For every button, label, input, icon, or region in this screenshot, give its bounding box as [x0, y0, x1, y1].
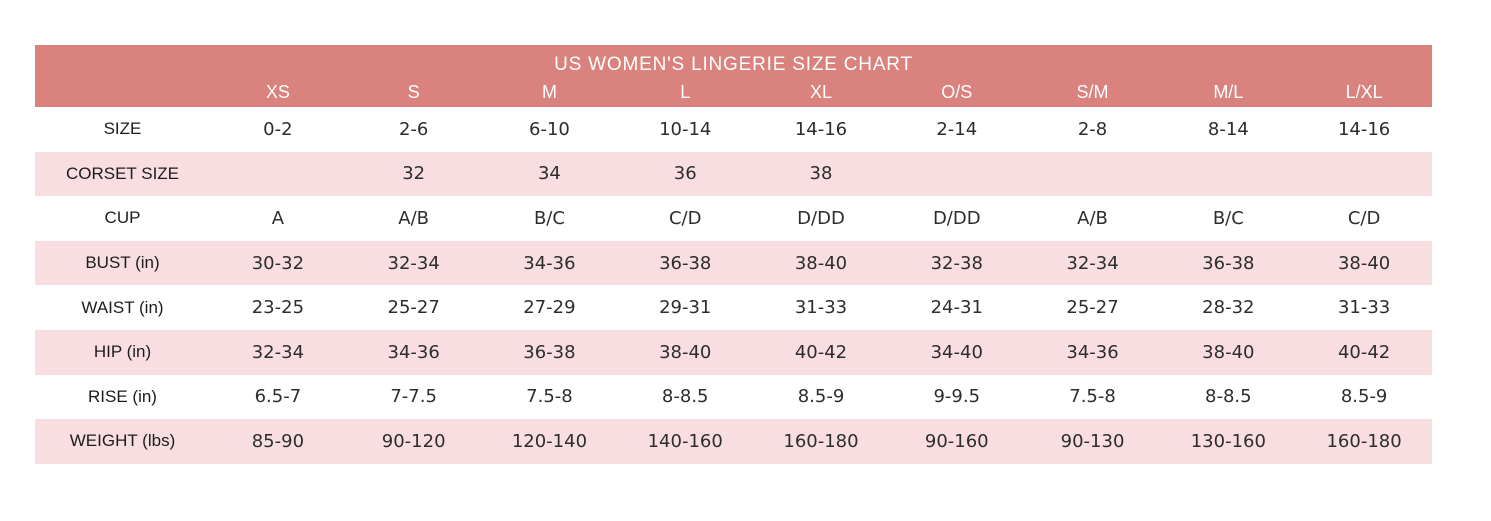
table-row	[35, 375, 1432, 420]
cell: B/C	[1212, 207, 1244, 229]
cell: 38-40	[794, 252, 848, 274]
table-row	[35, 241, 1432, 286]
chart-header-band	[35, 45, 1432, 107]
cell: 8.5-9	[797, 386, 845, 408]
cell: 31-33	[1337, 297, 1391, 319]
cell: 160-180	[783, 430, 859, 452]
column-header: L/XL	[1345, 81, 1383, 102]
cell: C/D	[1347, 207, 1381, 229]
cell: 28-32	[1202, 297, 1255, 319]
cell: 36-38	[659, 252, 712, 274]
cell: 90-130	[1060, 430, 1125, 452]
cell: 90-120	[381, 430, 446, 452]
cell: 38-40	[659, 341, 712, 363]
row-label: CORSET SIZE	[65, 163, 180, 183]
row-label: WEIGHT (lbs)	[69, 431, 176, 451]
cell: 2-6	[398, 118, 429, 140]
cell: 34-36	[1066, 341, 1119, 363]
cell: 40-42	[794, 341, 848, 363]
cell: 120-140	[511, 430, 588, 452]
cell: 23-25	[251, 297, 305, 319]
cell: 0-2	[263, 118, 293, 140]
cell: 85-90	[251, 430, 305, 452]
size-chart-table	[35, 45, 1432, 464]
cell: 32-38	[930, 252, 983, 274]
cell: 34-36	[387, 341, 440, 363]
cell: 14-16	[1337, 118, 1391, 140]
cell: 38-40	[1202, 341, 1255, 363]
cell: B/C	[533, 207, 565, 229]
chart-title: US WOMEN'S LINGERIE SIZE CHART	[554, 54, 913, 75]
column-header: S	[407, 81, 420, 102]
cell: 8-8.5	[1205, 386, 1252, 408]
row-label: HIP (in)	[93, 342, 152, 362]
cell: 24-31	[930, 297, 983, 319]
table-row	[35, 285, 1432, 330]
cell: A/B	[398, 207, 430, 229]
row-label: BUST (in)	[85, 253, 160, 273]
cell: 34-36	[523, 252, 576, 274]
table-row	[35, 152, 1432, 197]
cell: 29-31	[659, 297, 712, 319]
cell: 2-8	[1077, 118, 1108, 140]
cell: 8-8.5	[661, 386, 709, 408]
cell: A	[271, 207, 285, 229]
table-row	[35, 107, 1432, 152]
cell: 7.5-8	[526, 386, 573, 408]
column-header: M	[541, 81, 557, 102]
column-header: S/M	[1076, 81, 1109, 102]
table-body	[35, 107, 1432, 464]
cell: 9-9.5	[933, 386, 981, 408]
cell: 36	[673, 163, 697, 185]
cell: D/DD	[797, 207, 845, 229]
cell: 36-38	[1202, 252, 1255, 274]
cell: D/DD	[932, 207, 981, 229]
cell: 32-34	[1066, 252, 1119, 274]
cell: 40-42	[1337, 341, 1391, 363]
cell: 7.5-8	[1069, 386, 1116, 408]
row-label: WAIST (in)	[81, 297, 164, 317]
cell: 8-14	[1207, 118, 1249, 140]
column-header: L	[680, 81, 691, 102]
cell: 36-38	[523, 341, 576, 363]
cell: 6.5-7	[254, 386, 302, 408]
size-column-headers	[35, 77, 1432, 107]
column-header: XL	[809, 81, 832, 102]
row-label: SIZE	[103, 119, 142, 139]
cell: 90-160	[924, 430, 989, 452]
column-header: O/S	[941, 81, 973, 102]
row-label: RISE (in)	[88, 386, 157, 406]
cell: 6-10	[529, 118, 570, 140]
cell: 38	[809, 163, 833, 185]
cell: 2-14	[936, 118, 978, 140]
cell: 14-16	[794, 118, 848, 140]
cell: 38-40	[1337, 252, 1391, 274]
cell: 10-14	[659, 118, 712, 140]
cell: 25-27	[1066, 297, 1119, 319]
table-row	[35, 419, 1432, 464]
cell: 27-29	[523, 297, 576, 319]
cell: 25-27	[387, 297, 440, 319]
cell: 130-160	[1190, 430, 1266, 452]
cell: 32-34	[251, 341, 305, 363]
cell: A/B	[1077, 207, 1108, 229]
cell: 31-33	[794, 297, 848, 319]
row-label: CUP	[104, 208, 141, 228]
column-header: M/L	[1213, 81, 1244, 102]
table-row	[35, 330, 1432, 375]
cell: 160-180	[1326, 430, 1402, 452]
cell: 30-32	[251, 252, 305, 274]
cell: 140-160	[647, 430, 723, 452]
cell: 34	[537, 163, 561, 185]
table-row	[35, 196, 1432, 241]
cell: C/D	[668, 207, 702, 229]
cell: 32	[402, 163, 426, 185]
cell: 34-40	[930, 341, 983, 363]
cell: 8.5-9	[1340, 386, 1388, 408]
cell: 32-34	[387, 252, 440, 274]
cell: 7-7.5	[390, 386, 437, 408]
column-header: XS	[265, 81, 290, 102]
